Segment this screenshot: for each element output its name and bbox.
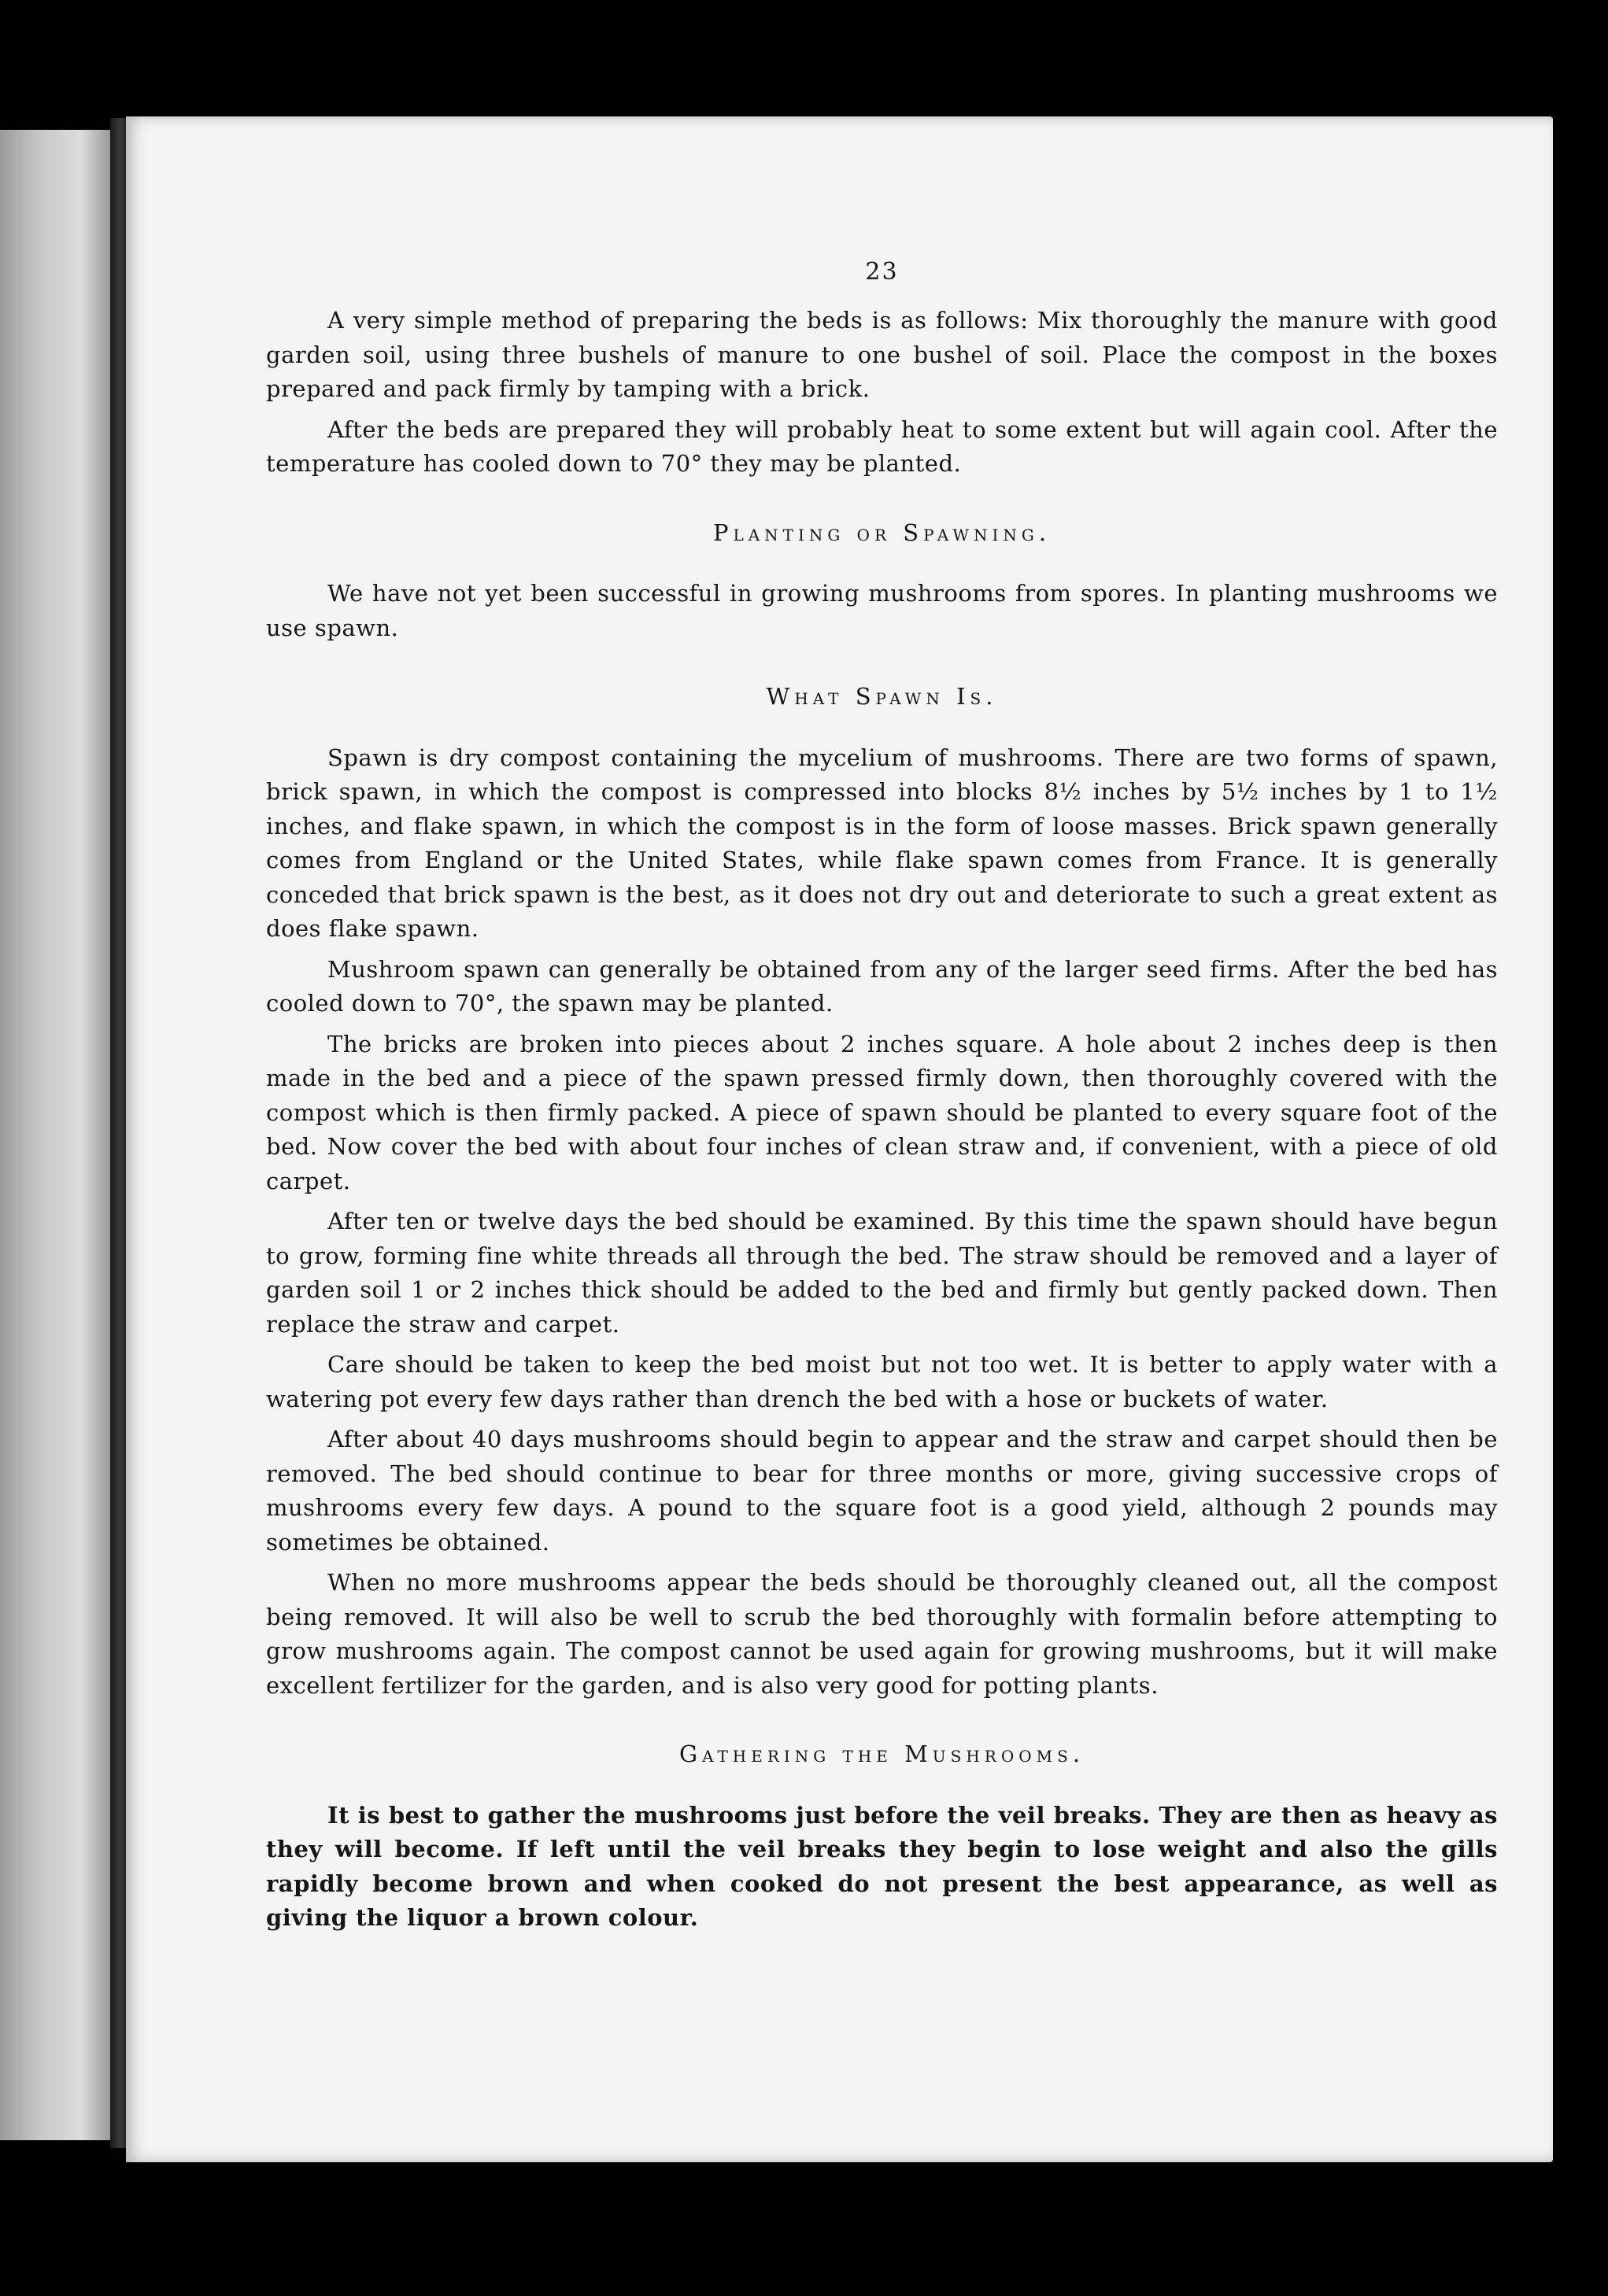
paragraph-spawn-source: Mushroom spawn can generally be obtained from any of the larger seed firms. After the bed has cooled down to 70°, the spawn may be planted. bbox=[266, 955, 1498, 1017]
paragraph-harvest-yield: After about 40 days mushrooms should begin to appear and the straw and carpet should then be removed. The bed should continue to bear for three months or more, giving successive crops of mushrooms every few days. A pound to the square foot is a good yield, although 2 pounds may sometimes be obtained. bbox=[266, 1426, 1498, 1556]
paragraph-spores: We have not yet been successful in growing mushrooms from spores. In planting mushrooms we use spawn. bbox=[266, 580, 1498, 641]
paragraph-examining-bed: After ten or twelve days the bed should be examined. By this time the spawn should have begun to grow, forming fine white threads all through the bed. The straw should be removed and a layer of garden soil 1 or 2 inches thick should be added to the bed and firmly but gently packed down. Then replace the straw and carpet. bbox=[266, 1208, 1498, 1338]
previous-page-edge bbox=[0, 130, 116, 2140]
paragraph-gathering: It is best to gather the mushrooms just before the veil breaks. They are then as heavy as they will become. If left until the veil breaks they begin to lose weight and also the gills rapidly become brown and when cooked do not present the best appearance, as well as giving the liquor a brown colour. bbox=[266, 1801, 1498, 1931]
heading-gathering-mushrooms: Gathering the Mushrooms. bbox=[678, 1740, 1085, 1767]
page-number: 23 bbox=[865, 258, 899, 286]
page-text-block bbox=[266, 254, 1498, 1942]
paragraph-planting-bricks: The bricks are broken into pieces about 2 inches square. A hole about 2 inches deep is then made in the bed and a piece of the spawn pressed firmly down, then thoroughly covered with the compost which is then firmly packed. A piece of spawn should be planted to every square foot of the bed. Now cover the bed with about four inches of clean straw and, if convenient, with a piece of old carpet. bbox=[266, 1030, 1498, 1194]
paragraph-preparing-beds: A very simple method of preparing the beds is as follows: Mix thoroughly the manure with good garden soil, using three bushels of manure to one bushel of soil. Place the compost in the boxes prepared and pack firmly by tamping with a brick. bbox=[266, 307, 1498, 402]
paragraph-watering: Care should be taken to keep the bed moist but not too wet. It is better to apply water with a watering pot every few days rather than drench the bed with a hose or buckets of water. bbox=[266, 1351, 1498, 1412]
book-page bbox=[126, 116, 1553, 2162]
heading-planting-or-spawning: Planting or Spawning. bbox=[712, 519, 1052, 546]
paragraph-cleaning-beds: When no more mushrooms appear the beds should be thoroughly cleaned out, all the compost being removed. It will also be well to scrub the bed thoroughly with formalin before attempting to grow mushrooms again. The compost cannot be used again for growing mushrooms, but it will make excellent fertilizer for the garden, and is also very good for potting plants. bbox=[266, 1569, 1498, 1699]
heading-what-spawn-is: What Spawn Is. bbox=[766, 683, 998, 710]
paragraph-spawn-definition: Spawn is dry compost containing the mycelium of mushrooms. There are two forms of spawn, brick spawn, in which the compost is compressed into blocks 8½ inches by 5½ inches by 1 to 1½ inches, and flake spawn, in which the compost is in the form of loose masses. Brick spawn generally comes from England or the United States, while flake spawn comes from France. It is generally conceded that brick spawn is the best, as it does not dry out and deteriorate to such a great extent as does flake spawn. bbox=[266, 744, 1498, 942]
paragraph-beds-cooling: After the beds are prepared they will probably heat to some extent but will again cool. After the temperature has cooled down to 70° they may be planted. bbox=[266, 415, 1498, 477]
